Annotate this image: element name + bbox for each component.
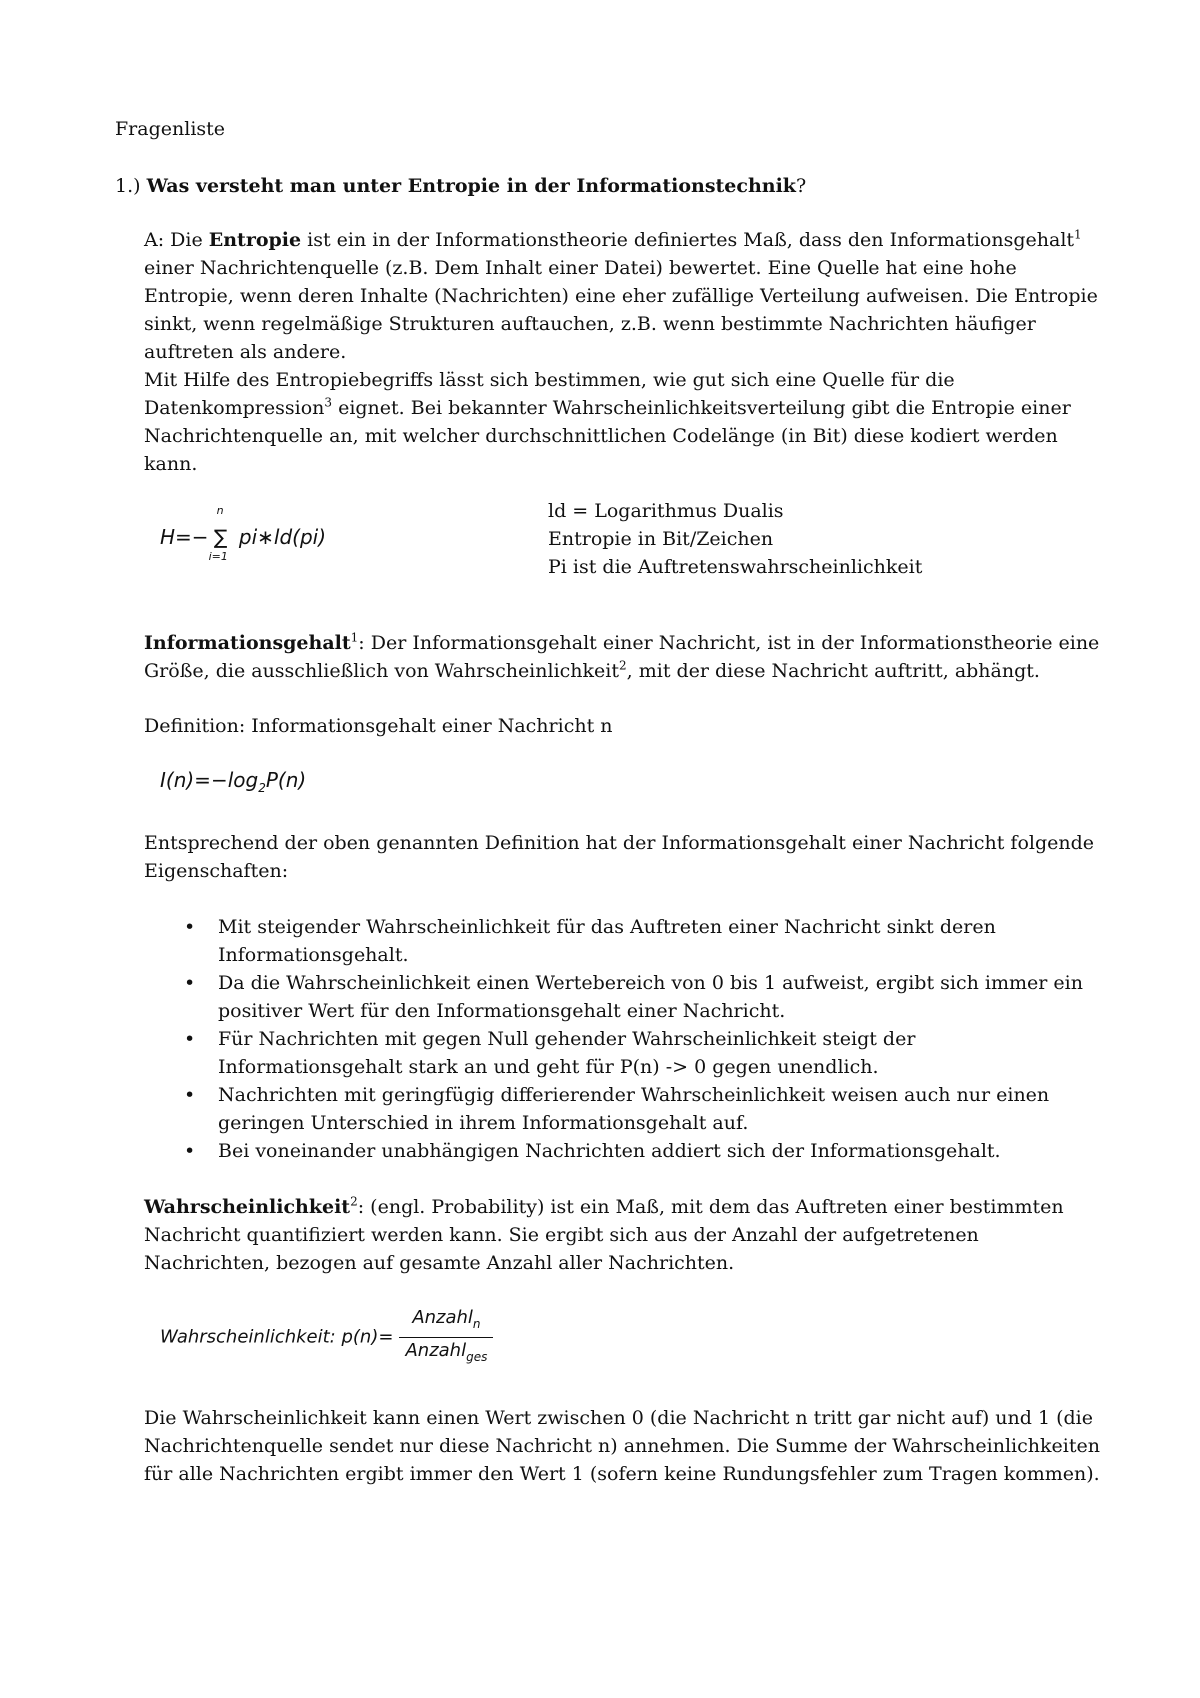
prob-text: : (engl. Probability) ist ein Maß, mit dem das Auftreten einer bestimmten Nachricht quantifiziert werden kann. Sie ergibt sich aus der Anzahl der aufgetretenen Nachrichten, bezogen auf gesamte Anzahl aller Nachrichten. bbox=[144, 1196, 1064, 1274]
prob-fraction bbox=[399, 1305, 493, 1370]
footnote-ref-1: 1 bbox=[1074, 227, 1082, 242]
list-item: • Mit steigender Wahrscheinlichkeit für das Auftreten einer Nachricht sinkt deren Informationsgehalt. bbox=[144, 913, 1104, 969]
answer-sentence-1a: ist ein in der Informationstheorie definiertes Maß, dass den Informationsgehalt bbox=[301, 229, 1075, 251]
fraction-denominator bbox=[399, 1338, 493, 1370]
answer-paragraph bbox=[144, 226, 1104, 478]
answer-text-1 bbox=[144, 226, 1104, 366]
answer-sentence-1b: einer Nachrichtenquelle (z.B. Dem Inhalt einer Datei) bewertet. Eine Quelle hat eine hohe Entropie, wenn deren Inhalte (Nachrichten) eine eher zufällige Verteilung aufweisen. Die Entropie sinkt, wenn regelmäßige Strukturen auftauchen, z.B. wenn bestimmte Nachrichten häufiger auftreten als andere. bbox=[144, 257, 1098, 363]
properties-intro bbox=[144, 829, 1104, 885]
question-mark: ? bbox=[795, 175, 807, 197]
closing-paragraph bbox=[144, 1404, 1104, 1488]
sum-upper-limit: n bbox=[216, 504, 224, 517]
sum-glyph: ∑ bbox=[213, 525, 228, 549]
properties-intro-text: Entsprechend der oben genannten Definition hat der Informationsgehalt einer Nachricht folgende Eigenschaften: bbox=[144, 832, 1095, 882]
definition-text: Definition: Informationsgehalt einer Nachricht n bbox=[144, 715, 613, 737]
info-text-b: , mit der diese Nachricht auftritt, abhängt. bbox=[626, 660, 1040, 682]
question-number: 1.) bbox=[115, 175, 141, 197]
info-formula-base: 2 bbox=[258, 781, 266, 795]
legend-item: Pi ist die Auftretenswahrscheinlichkeit bbox=[548, 556, 923, 578]
legend-item: ld = Logarithmus Dualis bbox=[548, 500, 784, 522]
prob-paragraph bbox=[144, 1193, 1094, 1277]
numerator-subscript: n bbox=[472, 1317, 481, 1331]
denominator-text: Anzahl bbox=[405, 1340, 467, 1361]
sum-lower-limit: i=1 bbox=[208, 550, 228, 563]
prob-footnote: 2 bbox=[350, 1194, 358, 1209]
closing-text: Die Wahrscheinlichkeit kann einen Wert zwischen 0 (die Nachricht n tritt gar nicht auf) und 1 (die Nachrichtenquelle sendet nur diese Nachricht n) annehmen. Die Summe der Wahrscheinlichkeiten für alle Nachrichten ergibt immer den Wert 1 (sofern keine Rundungsfehler zum Tragen kommen). bbox=[144, 1407, 1100, 1485]
entropy-term: Entropie bbox=[208, 229, 302, 251]
prob-formula-lhs: Wahrscheinlichkeit: p(n)= bbox=[160, 1326, 394, 1348]
list-item: • Da die Wahrscheinlichkeit einen Wertebereich von 0 bis 1 aufweist, ergibt sich immer ein positiver Wert für den Informationsgehalt einer Nachricht. bbox=[144, 969, 1104, 1025]
formula-lhs: H=− bbox=[160, 525, 209, 549]
answer-sentence-2a: Mit Hilfe des Entropiebegriffs lässt sich bestimmen, wie gut sich eine Quelle für die Datenkompression bbox=[144, 369, 955, 419]
denominator-subscript: ges bbox=[466, 1350, 488, 1364]
info-formula-rest: P(n) bbox=[265, 768, 307, 792]
prob-term: Wahrscheinlichkeit bbox=[144, 1196, 351, 1218]
info-term: Informationsgehalt bbox=[144, 632, 351, 654]
question-1 bbox=[115, 172, 1065, 200]
list-item: • Nachrichten mit geringfügig differierender Wahrscheinlichkeit weisen auch nur einen geringen Unterschied in ihrem Informationsgehalt auf. bbox=[144, 1081, 1104, 1137]
info-footnote: 1 bbox=[350, 630, 359, 645]
footnote-ref-3: 3 bbox=[324, 395, 333, 410]
properties-list bbox=[144, 913, 1104, 1165]
sum-symbol bbox=[208, 504, 233, 563]
definition-line bbox=[144, 712, 1094, 740]
question-text: Was versteht man unter Entropie in der Informationstechnik bbox=[146, 175, 796, 197]
entropy-formula bbox=[160, 504, 520, 563]
info-formula-main: I(n)=−log bbox=[160, 768, 259, 792]
info-formula bbox=[160, 766, 1110, 802]
title-text: Fragenliste bbox=[115, 118, 226, 140]
answer-text-2 bbox=[144, 366, 1104, 478]
answer-sentence-2b: eignet. Bei bekannter Wahrscheinlichkeitsverteilung gibt die Entropie einer Nachrichtenquelle an, mit welcher durchschnittlichen Codelänge (in Bit) diese kodiert werden kann. bbox=[144, 397, 1071, 475]
formula-legend bbox=[548, 497, 968, 581]
list-item: • Für Nachrichten mit gegen Null gehender Wahrscheinlichkeit steigt der Informationsgehalt stark an und geht für P(n) -> 0 gegen unendlich. bbox=[144, 1025, 1104, 1081]
info-footnote-2: 2 bbox=[619, 658, 627, 673]
answer-prefix: A: Die bbox=[144, 229, 209, 251]
info-paragraph bbox=[144, 629, 1104, 685]
list-item: • Bei voneinander unabhängigen Nachrichten addiert sich der Informationsgehalt. bbox=[144, 1137, 1104, 1165]
legend-item: Entropie in Bit/Zeichen bbox=[548, 528, 774, 550]
prob-formula bbox=[160, 1305, 1110, 1370]
numerator-text: Anzahl bbox=[412, 1307, 473, 1328]
page-title bbox=[115, 115, 1065, 143]
formula-rhs: pi∗ld(pi) bbox=[232, 525, 327, 549]
info-text-a: : Der Informationsgehalt einer Nachricht, ist in der Informationstheorie eine Größe, die ausschließlich von Wahrscheinlichkeit bbox=[144, 632, 1100, 682]
fraction-numerator bbox=[399, 1305, 493, 1338]
